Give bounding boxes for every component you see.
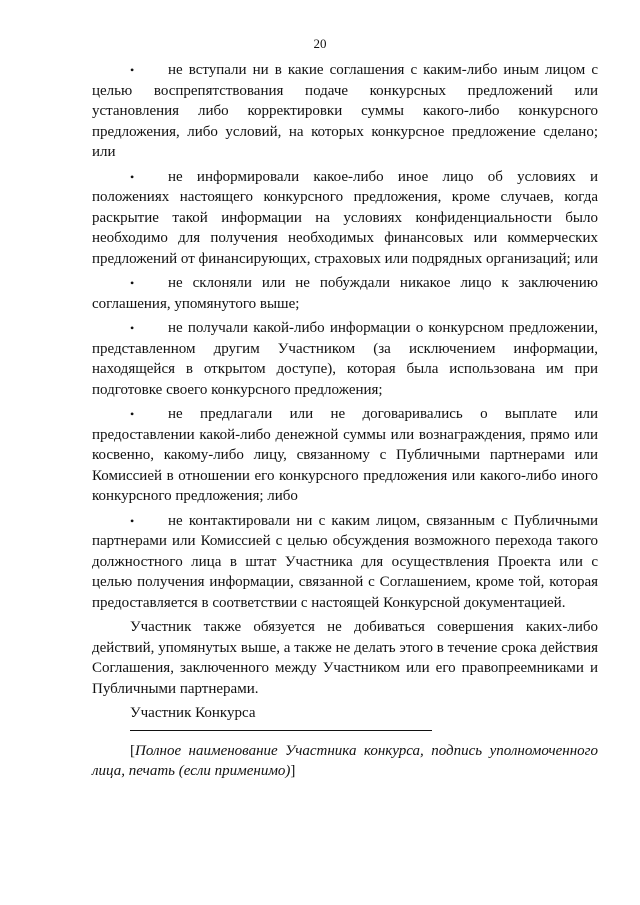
bullet-icon: • bbox=[130, 321, 135, 335]
bullet-icon: • bbox=[130, 407, 135, 421]
signature-line bbox=[130, 730, 432, 731]
signature-caption bbox=[92, 741, 598, 782]
bullet-item-text: не предлагали или не договаривались о выплате или предоставлении какой-либо денежной суммы или вознаграждения, прямо или косвенно, какому-либо лицу, связанному с Публичными партнерами или Комиссией в отношении его конкурсного предложения или какого-либо иного конкурсного предложения; либо bbox=[92, 406, 598, 504]
bullet-item bbox=[92, 318, 598, 400]
page-content bbox=[92, 60, 598, 782]
bullet-item-text: не вступали ни в какие соглашения с каким-либо иным лицом с целью воспрепятствования подаче конкурсных предложений или установления либо корректировки суммы какого-либо конкурсного предложения, либо условий, на которых конкурсное предложение сделано; или bbox=[92, 62, 598, 160]
bullet-item-text: не информировали какое-либо иное лицо об условиях и положениях настоящего конкурсного предложения, кроме случаев, когда раскрытие такой информации на условиях конфиденциальности было необходимо для получения необходимых финансовых или коммерческих предложений от финансирующих, страховых или подрядных организаций; или bbox=[92, 168, 599, 267]
caption-close-bracket: ] bbox=[290, 763, 296, 779]
closing-paragraph: Участник также обязуется не добиваться совершения каких-либо действий, упомянутых выше, а также не делать этого в течение срока действия Соглашения, заключенного между Участником или его правопреемниками и Публичными партнерами. bbox=[92, 619, 598, 697]
bullet-item bbox=[92, 511, 598, 614]
bullet-item bbox=[92, 167, 598, 270]
bullet-item-text: не склоняли или не побуждали никакое лицо к заключению соглашения, упомянутого выше; bbox=[92, 275, 598, 312]
bullet-item-text: не контактировали ни с каким лицом, связанным с Публичными партнерами или Комиссией с целью обсуждения возможного перехода такого должностного лица в штат Участника для осуществления Проекта или с целью получения информации, связанной с Соглашением, кроме той, которая предоставляется в соответствии с настоящей Конкурсной документацией. bbox=[92, 512, 598, 611]
bullet-item bbox=[92, 273, 598, 314]
caption-text: Полное наименование Участника конкурса, подпись уполномоченного лица, печать (если применимо) bbox=[92, 742, 598, 779]
signature-label: Участник Конкурса bbox=[130, 705, 256, 721]
bullet-icon: • bbox=[130, 169, 135, 184]
bullet-icon: • bbox=[130, 513, 135, 528]
bullet-icon: • bbox=[130, 276, 135, 290]
page-number: 20 bbox=[313, 36, 327, 51]
bullet-list bbox=[92, 60, 598, 613]
caption-open-bracket: [ bbox=[130, 742, 135, 759]
bullet-item bbox=[92, 60, 598, 163]
bullet-item-text: не получали какой-либо информации о конкурсном предложении, представленном другим Участником (за исключением информации, находящейся в открытом доступе), которая была использована им при подготовке своего конкурсного предложения; bbox=[92, 320, 598, 398]
bullet-icon: • bbox=[130, 63, 135, 77]
bullet-item bbox=[92, 404, 598, 507]
